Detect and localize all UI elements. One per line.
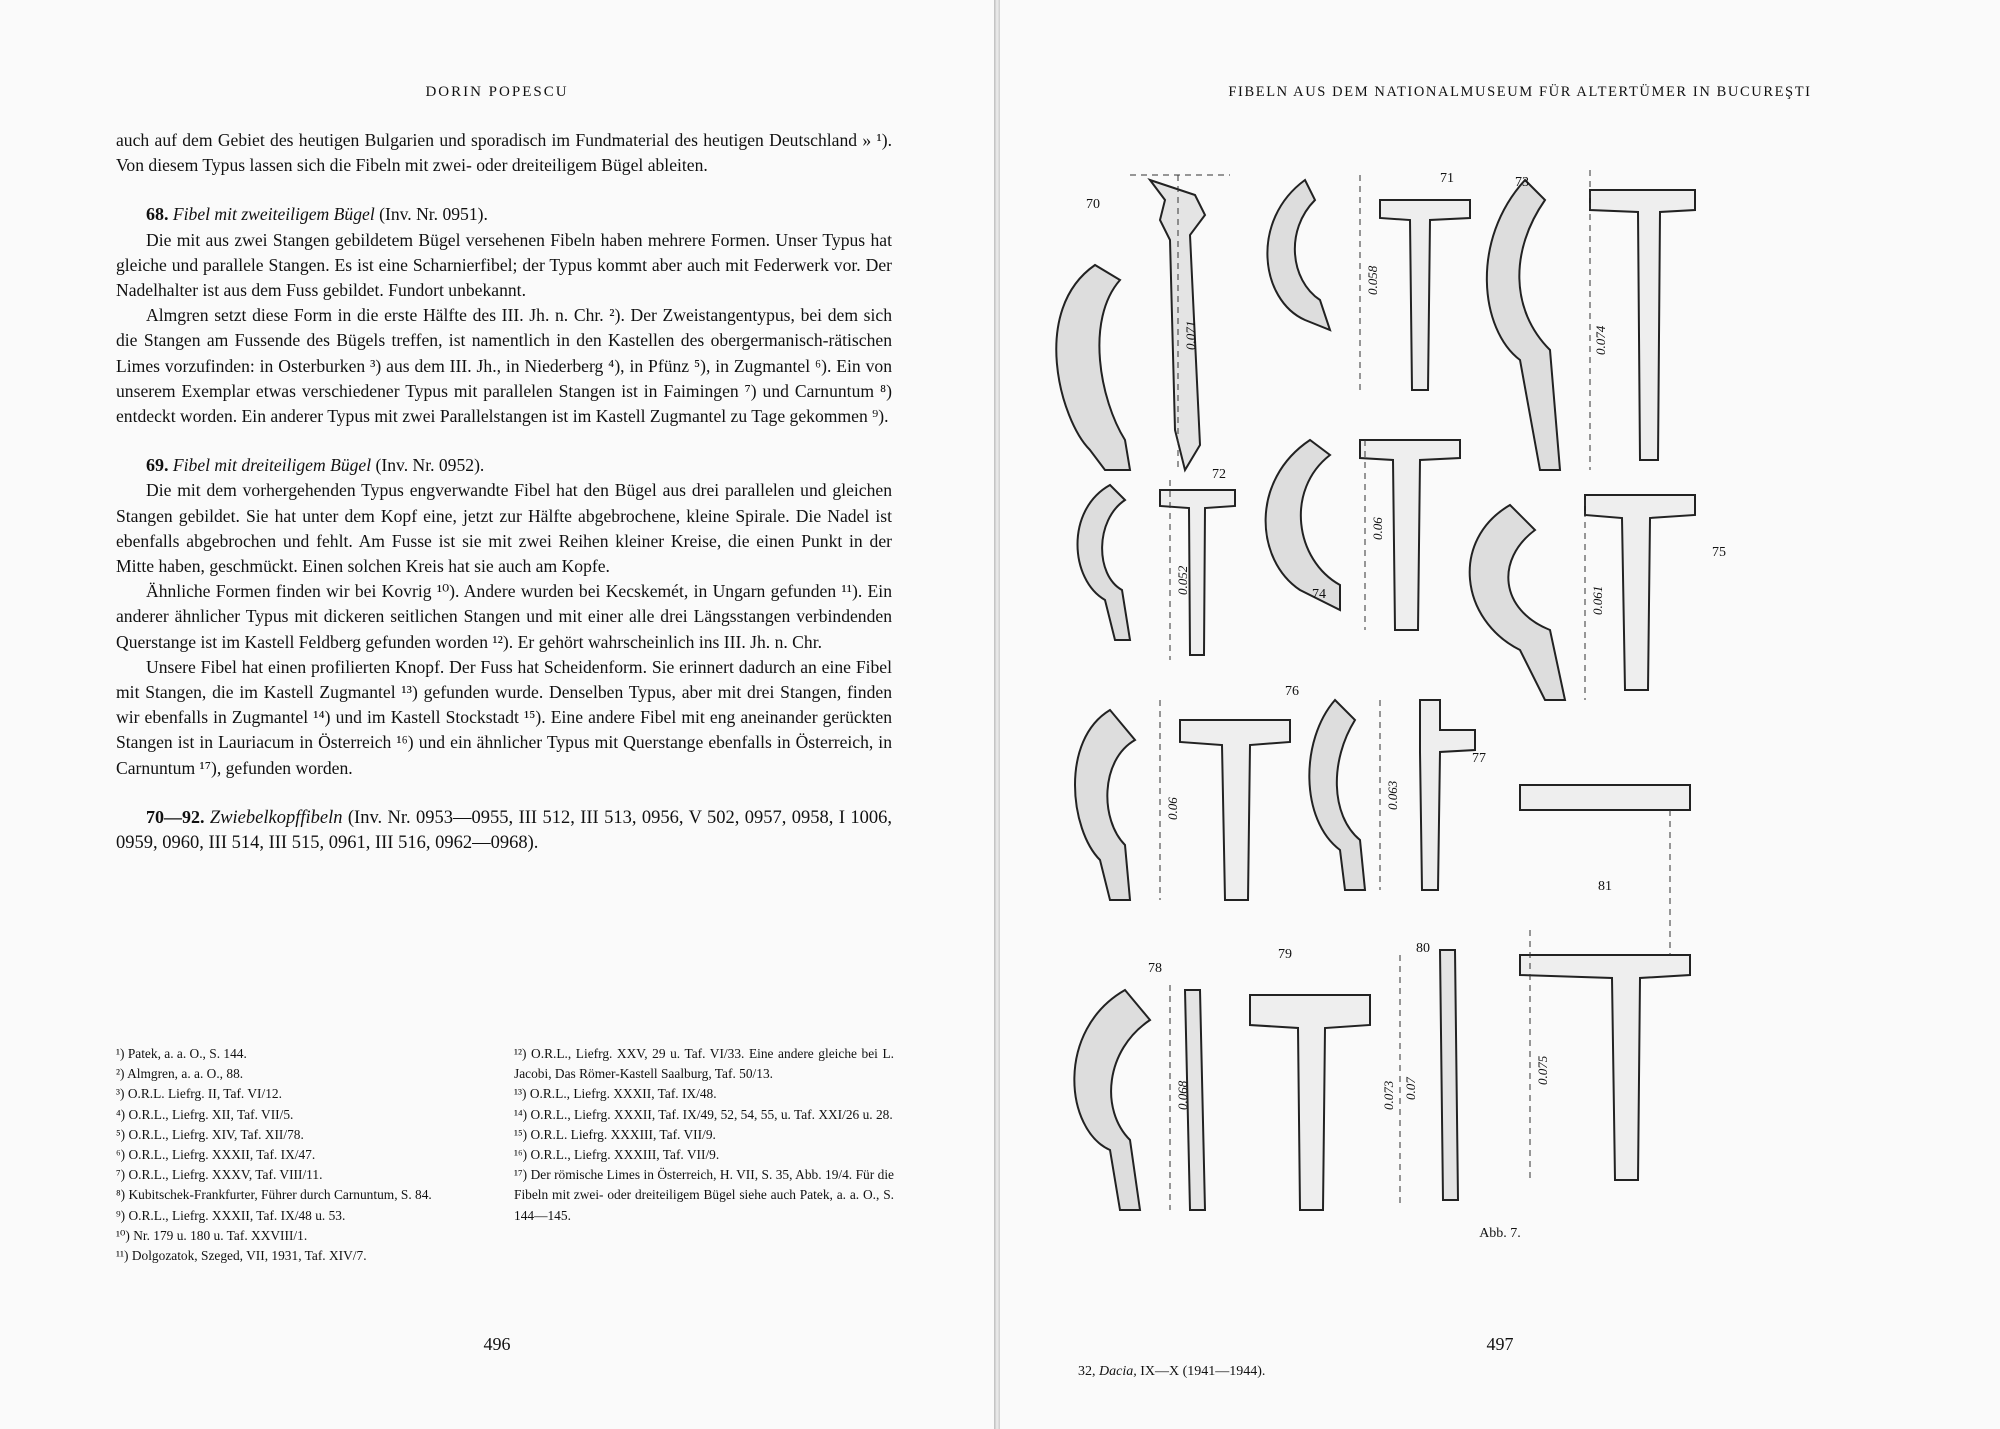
journal-volume: IX—X (1941—1944). [1140,1364,1266,1379]
figure-number: 76 [1285,684,1299,699]
section-69-inv: (Inv. Nr. 0952). [375,455,485,476]
footnote: ¹) Patek, a. a. O., S. 144. [116,1046,247,1061]
intro-paragraph: auch auf dem Gebiet des heutigen Bulgarien und sporadisch im Fundmaterial des heutigen Deutschland » ¹). Von diesem Typus lassen sich die Fibeln mit zwei- oder dreiteiligem Bügel ableiten. [116,130,892,176]
footnotes-left-column [116,1044,496,1266]
footnote: ¹³) O.R.L., Liefrg. XXXII, Taf. IX/48. [514,1086,717,1102]
journal-signature-line [1078,1364,1265,1380]
footnote: ⁷) O.R.L., Liefrg. XXXV, Taf. VIII/11. [116,1167,323,1183]
section-68-inv: (Inv. Nr. 0951). [379,204,488,225]
page-number-left: 496 [483,1334,511,1354]
section-69-paragraph-3: Unsere Fibel hat einen profilierten Knopf. Der Fuss hat Scheidenform. Sie erinnert dadurch an eine Fibel mit Stangen, die im Kastell Zugmantel ¹³) gefunden wurde. Denselben Typus, aber mit drei Stangen, finden wir ebenfalls in Zugmantel ¹⁴) und im Kastell Stockstadt ¹⁵). Eine andere Fibel mit eng aneinander gerückten Stangen ist in Lauriacum in Österreich ¹⁶) und ein ähnlicher Typus mit Querstange ebenfalls in Österreich, in Carnuntum ¹⁷), gefunden worden. [116,656,892,778]
dimension-label: 0.068 [1175,1080,1190,1110]
fibula-81-top [1520,785,1690,810]
dimension-label: 0.06 [1165,797,1180,820]
footnote: ¹⁶) O.R.L., Liefrg. XXXIII, Taf. VII/9. [514,1147,720,1163]
section-70-title: Zwiebelkopffibeln [209,807,343,828]
right-page [1000,0,2000,1429]
footnote: ⁴) O.R.L., Liefrg. XII, Taf. VII/5. [116,1106,294,1122]
fibula-76-side [1075,710,1135,900]
footnote: ⁹) O.R.L., Liefrg. XXXII, Taf. IX/48 u. 53. [116,1207,346,1223]
left-page [0,0,994,1429]
footnote: ⁶) O.R.L., Liefrg. XXXII, Taf. IX/47. [116,1147,316,1163]
fibula-73-front [1590,190,1695,460]
dimension-label: 0.075 [1535,1055,1550,1085]
fibula-71-front [1380,200,1470,390]
footnotes-right-column [514,1044,894,1226]
figure-number: 72 [1212,467,1226,482]
dimension-label: 0.06 [1370,517,1385,540]
footnote: ¹⁷) Der römische Limes in Österreich, H. VII, S. 35, Abb. 19/4. Für die Fibeln mit zwei- oder dreiteiligem Bügel siehe auch Patek, a. a. O., S. 144—145. [514,1167,894,1223]
fibula-79-front [1250,995,1370,1210]
fibula-70-side [1056,265,1130,470]
section-69-paragraph-2: Ähnliche Formen finden wir bei Kovrig ¹⁰). Andere wurden bei Kecskemét, in Ungarn gefunden ¹¹). Ein anderer ähnlicher Typus mit dickeren seitlichen Stangen und mit einer alle drei Längsstangen verbindenden Querstange ist im Kastell Feldberg gefunden worden ¹²). Er gehört wahrscheinlich ins III. Jh. n. Chr. [116,581,892,652]
footnote: ¹⁴) O.R.L., Liefrg. XXXII, Taf. IX/49, 52, 54, 55, u. Taf. XXI/26 u. 28. [514,1106,893,1122]
section-69-title: Fibel mit dreiteiligem Bügel [172,455,372,476]
page-number-right: 497 [1486,1334,1514,1354]
fibula-75-side [1470,505,1565,700]
section-70-inv: (Inv. Nr. 0953—0955, III 512, III 513, 0956, V 502, 0957, 0958, I 1006, 0959, 0960, III 514, III 515, 0961, III 516, 0962—0968). [116,807,893,854]
footnote: ²) Almgren, a. a. O., 88. [116,1066,244,1082]
fibula-77-front [1420,700,1475,890]
fibula-77-side [1309,700,1365,890]
dimension-label: 0.074 [1593,325,1608,355]
figure-number: 79 [1278,947,1292,962]
dimension-label: 0.063 [1385,780,1400,810]
footnote: ¹²) O.R.L., Liefrg. XXV, 29 u. Taf. VI/33. Eine andere gleiche bei L. Jacobi, Das Römer-Kastell Saalburg, Taf. 50/13. [514,1046,894,1082]
fibula-71-side [1267,180,1330,330]
fibula-72-side [1078,485,1131,640]
body-text [116,128,892,856]
figure-caption: Abb. 7. [1479,1226,1521,1241]
dimension-label: 0.07 [1403,1077,1418,1100]
figure-number: 77 [1472,751,1486,766]
footnote: ¹⁵) O.R.L. Liefrg. XXXIII, Taf. VII/9. [514,1126,716,1142]
dimension-label: 0.073 [1381,1080,1396,1110]
section-70-number: 70—92. [146,806,205,827]
section-69-number: 69. [146,455,169,476]
section-69-heading [116,453,892,478]
fibula-74-side [1266,440,1340,610]
running-head-left: DORIN POPESCU [425,84,569,100]
footnote: ¹¹) Dolgozatok, Szeged, VII, 1931, Taf. XIV/7. [116,1248,367,1264]
dimension-label: 0.052 [1175,565,1190,595]
fibula-73-side [1487,180,1560,470]
dimension-lines [1130,170,1670,1210]
section-70-heading [116,805,892,856]
footnote: ⁸) Kubitschek-Frankfurter, Führer durch Carnuntum, S. 84. [116,1187,432,1203]
figure-number: 74 [1312,587,1326,602]
footnote: ¹⁰) Nr. 179 u. 180 u. Taf. XXVIII/1. [116,1227,308,1243]
fibula-80-front [1440,950,1458,1200]
section-68-number: 68. [146,204,169,225]
figure-number: 78 [1148,961,1162,976]
fibula-78-side [1074,990,1150,1210]
dimension-label: 0.058 [1365,265,1380,295]
fibula-plate-figure [1000,0,2000,1220]
figure-number: 71 [1440,171,1454,186]
section-68-heading [116,202,892,227]
section-68-paragraph-2: Almgren setzt diese Form in die erste Hälfte des III. Jh. n. Chr. ²). Der Zweistangentypus, bei dem sich die Stangen am Fussende des Bügels treffen, ist namentlich in den Kastellen des obergermanisch-rätischen Limes vorzufinden: in Osterburken ³) aus dem III. Jh., in Niederberg ⁴), in Pfünz ⁵), in Zugmantel ⁶). Ein von unserem Exemplar etwas verschiedener Typus mit parallelen Stangen ist in Faimingen ⁷) und Carnuntum ⁸) entdeckt worden. Ein anderer Typus mit zwei Parallelstangen ist im Kastell Zugmantel zu Tage gekommen ⁹). [116,305,892,427]
section-68-paragraph-1: Die mit aus zwei Stangen gebildetem Bügel versehenen Fibeln haben mehrere Formen. Unser Typus hat gleiche und parallele Stangen. Es ist eine Scharnierfibel; der Typus kommt aber auch mit Federwerk vor. Der Nadelhalter ist aus dem Fuss gebildet. Fundort unbekannt. [116,229,892,301]
footnote: ⁵) O.R.L., Liefrg. XIV, Taf. XII/78. [116,1126,304,1142]
figure-number: 75 [1712,545,1726,560]
section-69-paragraph-1: Die mit dem vorhergehenden Typus engverwandte Fibel hat den Bügel aus drei parallelen und gleichen Stangen gebildet. Sie hat unter dem Kopf eine, jetzt zur Hälfte abgebrochene, kleine Spirale. Die Nadel ist ebenfalls abgebrochen und fehlt. Am Fusse ist sie mit zwei Reihen kleiner Kreise, die einen Punkt in der Mitte haben, geschmückt. Einen solchen Kreis hat sie auch am Kopfe. [116,480,892,577]
fibula-76-front [1180,720,1290,900]
figure-number: 70 [1086,197,1100,212]
fibula-72-front [1160,490,1235,655]
journal-name: Dacia, [1099,1364,1137,1379]
section-68-title: Fibel mit zweiteiligem Bügel [172,204,375,225]
running-head-right: FIBELN AUS DEM NATIONALMUSEUM FÜR ALTERTÜMER IN BUCUREŞTI [1228,84,1812,100]
footnote: ³) O.R.L. Liefrg. II, Taf. VI/12. [116,1086,282,1102]
dimension-label: 0.061 [1590,585,1605,615]
dimension-label: 0.071 [1183,320,1198,350]
figure-number: 80 [1416,941,1430,956]
figure-number: 73 [1515,175,1529,190]
printer-signature: 32, [1078,1364,1096,1379]
figure-number: 81 [1598,879,1612,894]
